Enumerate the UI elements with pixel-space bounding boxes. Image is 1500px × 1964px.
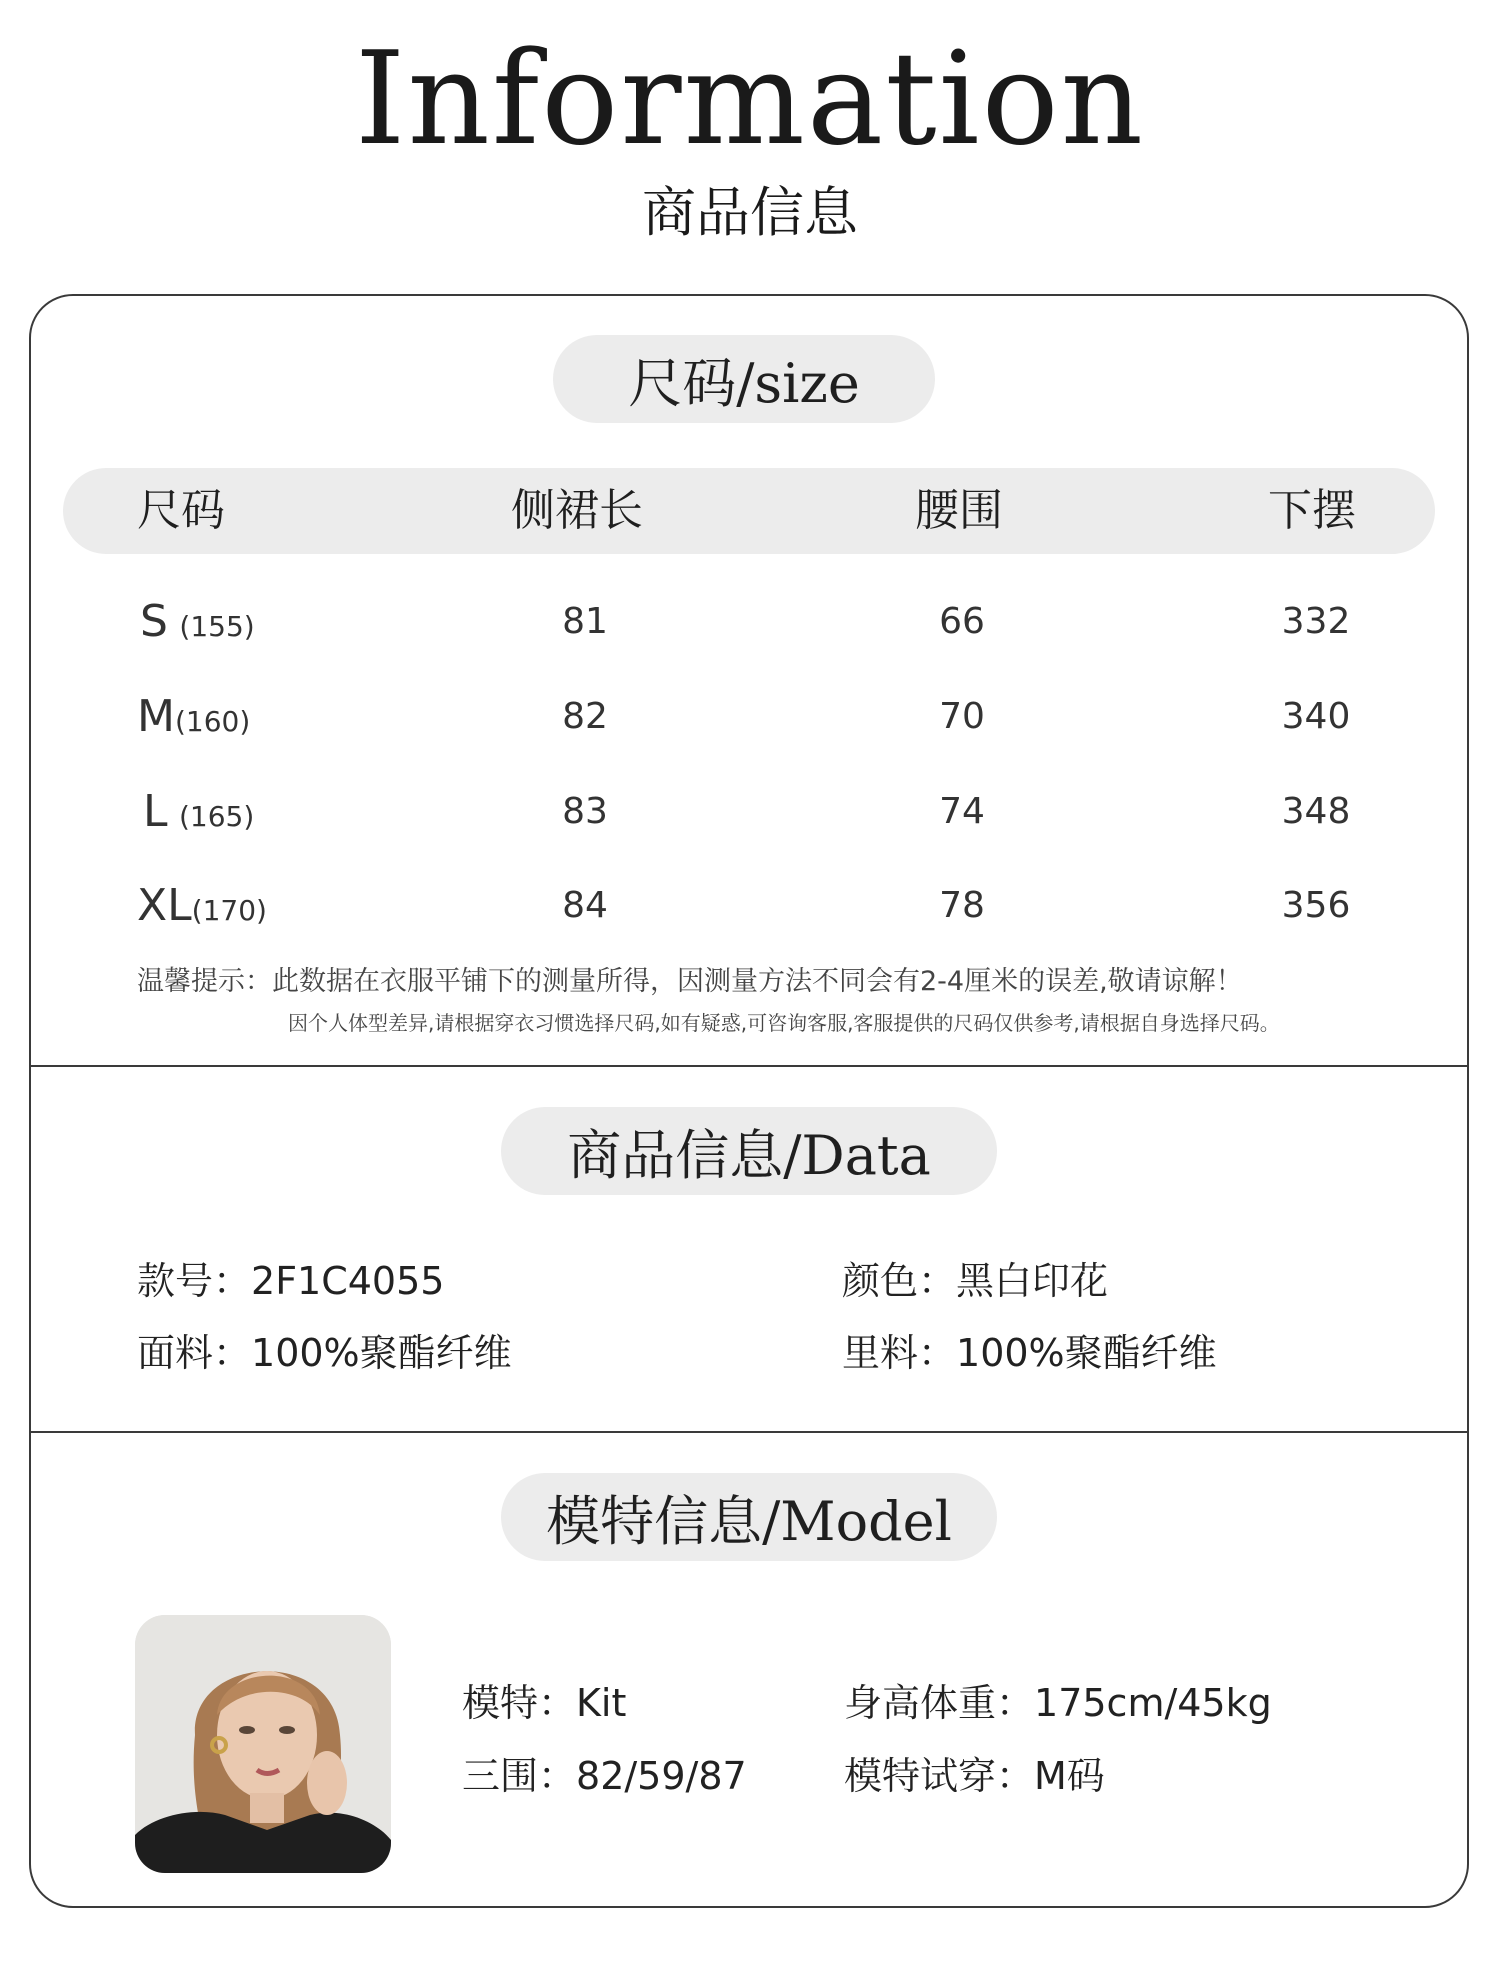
waist-cell: 70 xyxy=(939,696,985,737)
hem-cell: 340 xyxy=(1281,696,1351,737)
size-cell xyxy=(137,687,250,752)
lining-value: 100%聚酯纤维 xyxy=(956,1331,1217,1375)
model-name xyxy=(462,1675,626,1731)
color-info xyxy=(842,1253,1108,1309)
color-value: 黑白印花 xyxy=(956,1259,1109,1303)
page-title-en: Information xyxy=(354,25,1146,174)
model-tried-size xyxy=(844,1748,1105,1804)
size-note-line-1: 温馨提示：此数据在衣服平铺下的测量所得，因测量方法不同会有2-4厘米的误差,敬请谅解！ xyxy=(137,966,1243,997)
section-divider-1 xyxy=(29,1065,1469,1067)
model-name-label: 模特： xyxy=(462,1681,577,1725)
data-section-pill: 商品信息/Data xyxy=(501,1107,997,1195)
waist-cell: 66 xyxy=(939,601,985,642)
model-name-value: Kit xyxy=(576,1681,627,1725)
page-title-cn: 商品信息 xyxy=(642,181,858,244)
hem-cell: 332 xyxy=(1281,601,1351,642)
tried-size-value: M码 xyxy=(1034,1754,1105,1798)
fabric-value: 100%聚酯纤维 xyxy=(251,1331,512,1375)
side-length-cell: 83 xyxy=(562,791,608,832)
column-header-hem: 下摆 xyxy=(1268,485,1356,536)
measurements-value: 82/59/87 xyxy=(576,1754,747,1798)
side-length-cell: 81 xyxy=(562,601,608,642)
size-note-line-2: 因个人体型差异,请根据穿衣习惯选择尺码,如有疑惑,可咨询客服,客服提供的尺码仅供参考,请根据自身选择尺码。 xyxy=(288,1011,1280,1035)
size-label: M xyxy=(137,691,175,742)
size-label: XL xyxy=(137,880,192,931)
lining-label: 里料： xyxy=(842,1331,957,1375)
model-portrait-icon xyxy=(135,1615,391,1873)
size-table-header xyxy=(63,468,1435,554)
hem-cell: 356 xyxy=(1281,885,1351,926)
color-label: 颜色： xyxy=(842,1259,957,1303)
size-height: (160) xyxy=(174,705,251,738)
style-number-value: 2F1C4055 xyxy=(251,1259,445,1303)
waist-cell: 74 xyxy=(939,791,985,832)
column-header-size: 尺码 xyxy=(137,485,225,536)
table-row xyxy=(0,687,1500,747)
size-cell xyxy=(137,876,267,941)
size-height: (170) xyxy=(191,894,267,927)
size-label: S xyxy=(140,596,168,647)
hem-cell: 348 xyxy=(1281,791,1351,832)
fabric-label: 面料： xyxy=(137,1331,252,1375)
waist-cell: 78 xyxy=(939,885,985,926)
side-length-cell: 84 xyxy=(562,885,608,926)
size-height: (165) xyxy=(178,800,255,833)
height-weight-label: 身高体重： xyxy=(844,1681,1035,1725)
size-cell xyxy=(143,782,254,847)
model-photo xyxy=(135,1615,391,1873)
lining-info xyxy=(842,1325,1217,1381)
column-header-waist: 腰围 xyxy=(915,485,1003,536)
fabric-info xyxy=(137,1325,512,1381)
table-row xyxy=(0,782,1500,842)
column-header-side-length: 侧裙长 xyxy=(511,485,643,536)
model-section-pill: 模特信息/Model xyxy=(501,1473,997,1561)
table-row xyxy=(0,876,1500,936)
size-label: L xyxy=(143,786,168,837)
model-height-weight xyxy=(844,1675,1272,1731)
style-number xyxy=(137,1253,444,1309)
style-number-label: 款号： xyxy=(137,1259,252,1303)
side-length-cell: 82 xyxy=(562,696,608,737)
size-section-pill: 尺码/size xyxy=(553,335,935,423)
model-measurements xyxy=(462,1748,747,1804)
size-cell xyxy=(140,592,255,657)
section-divider-2 xyxy=(29,1431,1469,1433)
measurements-label: 三围： xyxy=(462,1754,577,1798)
table-row xyxy=(0,592,1500,652)
height-weight-value: 175cm/45kg xyxy=(1034,1681,1272,1725)
size-height: (155) xyxy=(179,610,255,643)
tried-size-label: 模特试穿： xyxy=(844,1754,1035,1798)
